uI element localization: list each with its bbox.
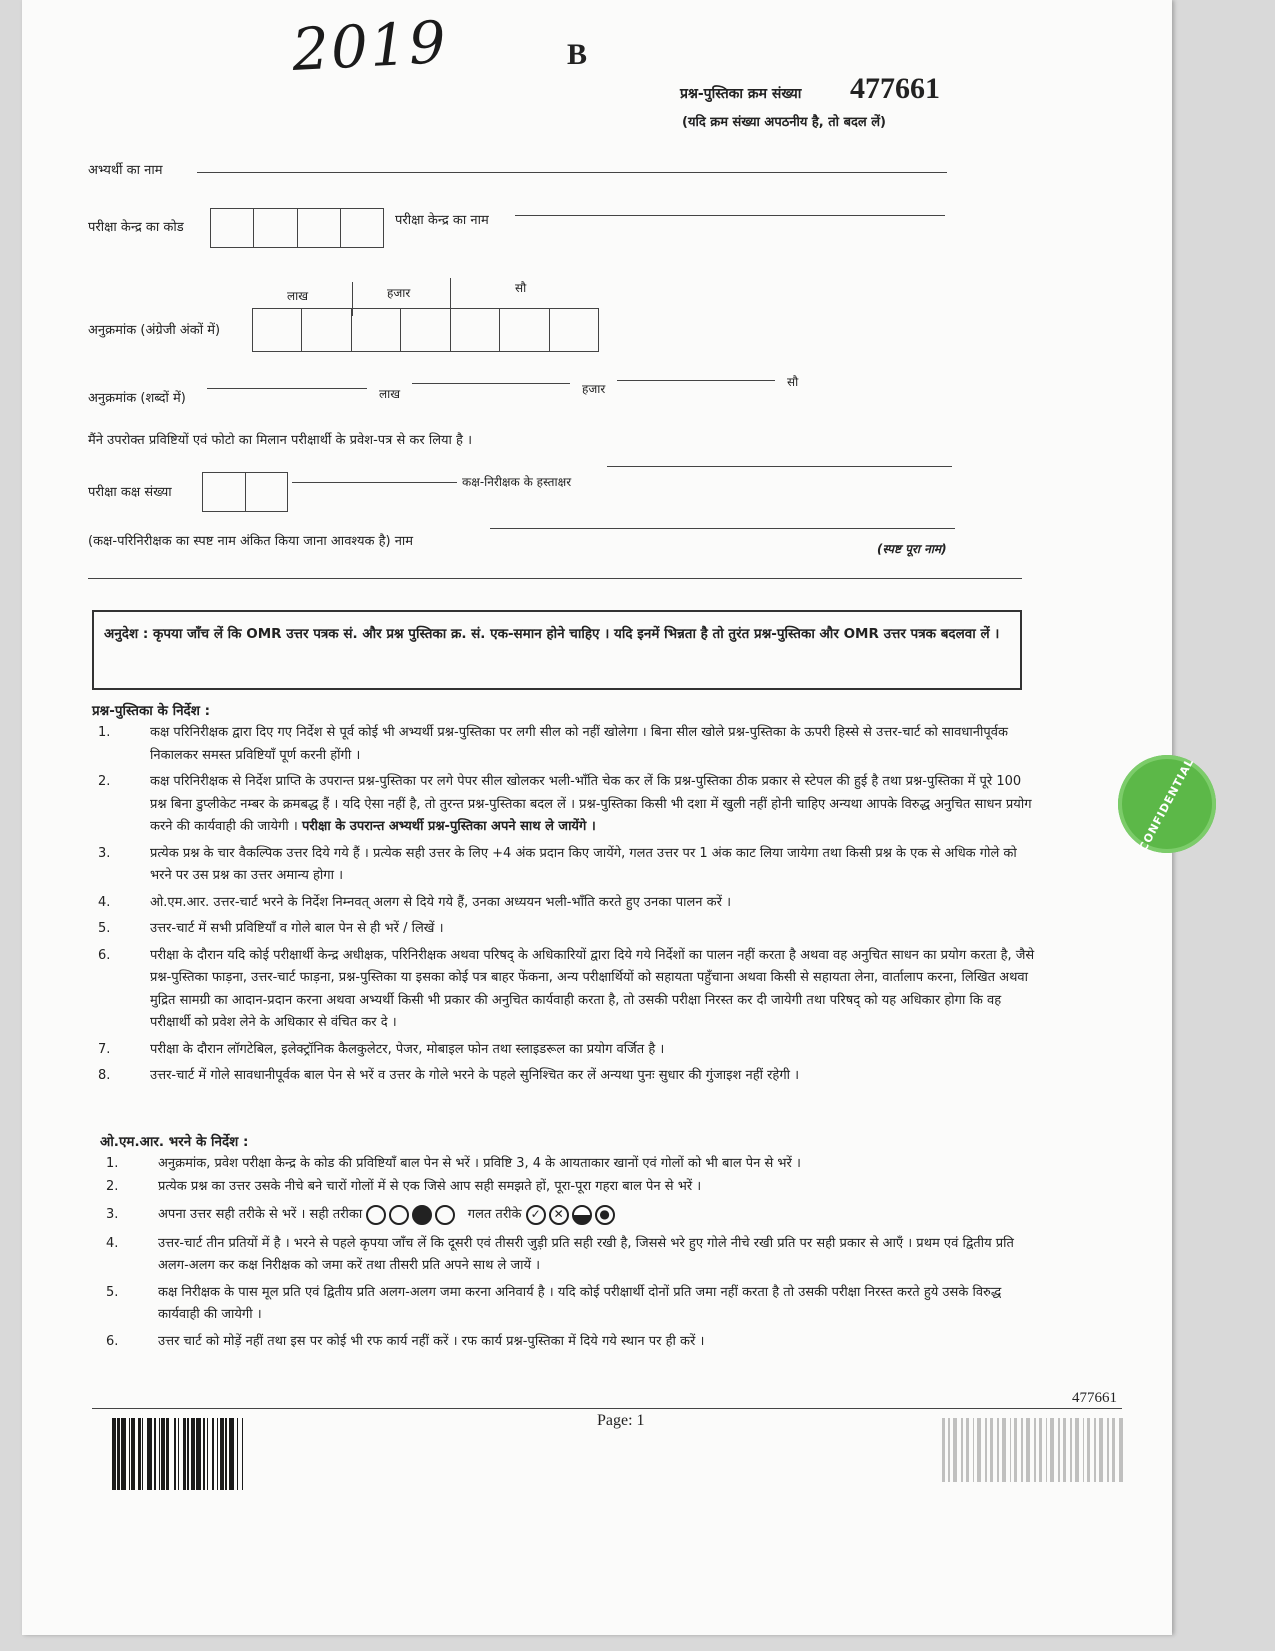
faded-barcode-icon (942, 1418, 1127, 1482)
invigilator-name-line[interactable] (490, 528, 955, 529)
list-item (100, 1282, 1045, 1327)
item-number: 4. (106, 1235, 119, 1251)
cross-circle-icon: ✕ (549, 1205, 569, 1225)
item-text: प्रत्येक प्रश्न का उत्तर उसके नीचे बने चारों गोलों में से एक जिसे आप सही समझते हों, पूरा-पूरा गहरा बाल पेन से भरें । (158, 1178, 702, 1194)
item-bold-text: परीक्षा के उपरान्त अभ्यर्थी प्रश्न-पुस्तिका अपने साथ ले जायेंगे । (301, 819, 596, 834)
serial-note: (यदि क्रम संख्या अपठनीय है, तो बदल लें) (682, 115, 886, 130)
item-number: 8. (98, 1068, 111, 1083)
centre-name-line[interactable] (515, 215, 945, 216)
list-item (92, 918, 1037, 941)
empty-circle-icon (389, 1205, 409, 1225)
item-number: 6. (98, 947, 111, 963)
item-number: 1. (106, 1156, 119, 1171)
item-text: उत्तर-चार्ट में गोले सावधानीपूर्वक बाल पेन से भरें व उत्तर के गोले भरने के पहले सुनिश्चित कर लें अन्यथा पुनः सुधार की गुंजाइश नहीं रहेगी । (150, 1068, 800, 1083)
footer-line (92, 1408, 1122, 1409)
list-item (92, 945, 1037, 1035)
candidate-name-line[interactable] (197, 172, 947, 173)
list-item (92, 1065, 1037, 1088)
footer-booklet-number: 477661 (1072, 1390, 1117, 1406)
sau-label: सौ (515, 281, 527, 295)
handwritten-year: 2019 (290, 7, 450, 85)
roll-words-hazar: हजार (582, 382, 606, 396)
roll-words-sau-line[interactable] (617, 380, 775, 381)
centre-name-label: परीक्षा केन्द्र का नाम (395, 213, 489, 228)
notice-prefix: अनुदेश : (104, 626, 149, 642)
separator-line (88, 578, 1022, 579)
roll-digits-label: अनुक्रमांक (अंग्रेजी अंकों में) (88, 323, 221, 338)
omr-list (100, 1153, 1045, 1353)
invigilator-name-label: (कक्ष-परिनिरीक्षक का स्पष्ट नाम अंकित किया जाना आवश्यक है) नाम (88, 534, 414, 549)
room-number-boxes[interactable] (202, 472, 288, 512)
room-number-label: परीक्षा कक्ष संख्या (88, 485, 172, 500)
item-number: 3. (106, 1207, 119, 1222)
roll-words-lakh: लाख (379, 387, 401, 401)
instructions-list (92, 722, 1037, 1088)
item-text: अपना उत्तर सही तरीके से भरें । सही तरीका (158, 1207, 363, 1222)
list-item (100, 1153, 1045, 1176)
lakh-label: लाख (287, 289, 309, 303)
item-number: 2. (98, 774, 111, 789)
verification-text: मैंने उपरोक्त प्रविष्टियों एवं फोटो का मिलान परीक्षार्थी के प्रवेश-पत्र से कर लिया है । (88, 433, 473, 448)
item-text: अनुक्रमांक, प्रवेश परीक्षा केन्द्र के कोड की प्रविष्टियाँ बाल पेन से भरें । प्रविष्टि 3, 4 के आयताकार खानों एवं गोलों को भी बाल पेन से भरें । (158, 1156, 801, 1171)
serial-label: प्रश्न-पुस्तिका क्रम संख्या (680, 86, 802, 102)
page-number: Page: 1 (597, 1412, 645, 1429)
roll-words-sau: सौ (787, 375, 799, 389)
invigilator-signature-line[interactable] (607, 466, 952, 467)
wrong-method-label: गलत तरीके (467, 1207, 522, 1222)
stamp-text: CONFIDENTIAL (1137, 755, 1197, 853)
half-filled-circle-icon (572, 1205, 592, 1225)
item-text: ओ.एम.आर. उत्तर-चार्ट भरने के निर्देश निम्नवत् अलग से दिये गये हैं, उनका अध्ययन भली-भाँति करते हुए उनका पालन करें । (150, 894, 732, 910)
item-text: उत्तर-चार्ट तीन प्रतियों में है । भरने से पहले कृपया जाँच लें कि दूसरी एवं तीसरी जुड़ी प्रति सही रखी है, जिससे भरे हुए गोले नीचे रखी प्रति पर सही प्रकार से आएँ । प्रथम एवं द्वितीय प्रति अलग-अलग कर कक्ष निरीक्षक को जमा करें तथा तीसरी प्रति अपने साथ ले जायें । (158, 1235, 1014, 1273)
list-item (92, 892, 1037, 915)
correct-method-circles (366, 1205, 455, 1225)
item-text: कक्ष परिनिरीक्षक से निर्देश प्राप्ति के उपरान्त प्रश्न-पुस्तिका पर लगे पेपर सील खोलकर भली-भाँति चेक कर लें कि प्रश्न-पुस्तिका ठीक प्रकार से स्टेपल की हुई है तथा प्रश्न-पुस्तिका में पूरे 100 प्रश्न बिना डुप्लीकेट नम्बर के क्रमबद्ध हैं । यदि ऐसा नहीं है, तो तुरन्त प्रश्न-पुस्तिका बदल लें । प्रश्न-पुस्तिका किसी भी दशा में खुली नहीं होनी चाहिए अन्यथा आपके विरुद्ध अनुचित साधन प्रयोग करने की कार्यवाही की जायेगी । (150, 774, 1032, 834)
list-item (100, 1204, 1045, 1227)
roll-words-lakh-line[interactable] (207, 388, 367, 389)
room-number-line[interactable] (292, 482, 457, 483)
wrong-method-circles (526, 1205, 615, 1225)
barcode-icon (112, 1418, 297, 1490)
item-number: 7. (98, 1041, 111, 1057)
candidate-name-label: अभ्यर्थी का नाम (88, 163, 163, 178)
item-text: कक्ष परिनिरीक्षक द्वारा दिए गए निर्देश से पूर्व कोई भी अभ्यर्थी प्रश्न-पुस्तिका पर लगी सील को नहीं खोलेगा । बिना सील खोले प्रश्न-पुस्तिका के ऊपरी हिस्से से उत्तर-चार्ट को सावधानीपूर्वक निकालकर समस्त प्रविष्टियाँ पूर्ण करनी होंगी । (150, 725, 1008, 763)
item-text: परीक्षा के दौरान लॉगटेबिल, इलेक्ट्रॉनिक कैलकुलेटर, पेजर, मोबाइल फोन तथा स्लाइडरूल का प्रयोग वर्जित है । (150, 1041, 665, 1057)
item-number: 2. (106, 1178, 119, 1194)
item-number: 6. (106, 1333, 119, 1349)
list-item (100, 1331, 1045, 1354)
item-number: 5. (106, 1284, 119, 1300)
item-text: कक्ष निरीक्षक के पास मूल प्रति एवं द्वितीय प्रति अलग-अलग जमा करना अनिवार्य है । यदि कोई परीक्षार्थी दोनों प्रति जमा नहीं करता है तो उसकी परीक्षा निरस्त करते हुये उसके विरुद्ध कार्यवाही की जायेगी । (158, 1284, 1002, 1322)
dot-circle-icon: ● (595, 1205, 615, 1225)
set-letter: B (567, 38, 588, 71)
roll-words-hazar-line[interactable] (412, 383, 570, 384)
omr-heading: ओ.एम.आर. भरने के निर्देश : (100, 1134, 249, 1150)
centre-code-label: परीक्षा केन्द्र का कोड (88, 220, 184, 235)
empty-circle-icon (435, 1205, 455, 1225)
check-circle-icon: ✓ (526, 1205, 546, 1225)
filled-circle-icon (412, 1205, 432, 1225)
roll-words-label: अनुक्रमांक (शब्दों में) (88, 391, 186, 406)
question-booklet-page (22, 0, 1197, 1635)
item-number: 1. (98, 725, 111, 740)
centre-code-boxes[interactable] (210, 208, 384, 248)
confidential-stamp (1118, 755, 1216, 853)
item-text: उत्तर-चार्ट में सभी प्रविष्टियाँ व गोले बाल पेन से ही भरें / लिखें । (150, 921, 444, 936)
notice-text: कृपया जाँच लें कि OMR उत्तर पत्रक सं. और प्रश्न पुस्तिका क्र. सं. एक-समान होने चाहिए । यदि इनमें भिन्नता है तो तुरंत प्रश्न-पुस्तिका और OMR उत्तर पत्रक बदलवा लें । (152, 626, 1000, 642)
invigilator-signature-label: कक्ष-निरीक्षक के हस्ताक्षर (462, 475, 572, 489)
item-text: प्रत्येक प्रश्न के चार वैकल्पिक उत्तर दिये गये हैं । प्रत्येक सही उत्तर के लिए +4 अंक प्रदान किए जायेंगे, गलत उत्तर पर 1 अंक काट लिया जायेगा तथा किसी प्रश्न के एक से अधिक गोले को भरने पर उस प्रश्न का उत्तर अमान्य होगा । (150, 845, 1017, 883)
list-item (92, 1039, 1037, 1062)
empty-circle-icon (366, 1205, 386, 1225)
roll-number-boxes[interactable] (252, 308, 599, 352)
list-item (100, 1176, 1045, 1199)
full-name-note: (स्पष्ट पूरा नाम) (877, 542, 947, 556)
hazar-label: हजार (387, 286, 411, 300)
instructions-heading: प्रश्न-पुस्तिका के निर्देश : (92, 703, 211, 719)
list-item (92, 771, 1037, 839)
serial-number: 477661 (850, 72, 940, 105)
item-number: 3. (98, 845, 111, 861)
list-item (100, 1233, 1045, 1278)
item-text: परीक्षा के दौरान यदि कोई परीक्षार्थी केन्द्र अधीक्षक, परिनिरीक्षक अथवा परिषद् के अधिकारियों द्वारा दिये गये निर्देशों का पालन नहीं करता है अथवा वह अनुचित साधन का प्रयोग करता है, जैसे प्रश्न-पुस्तिका फाड़ना, उत्तर-चार्ट फाड़ना, प्रश्न-पुस्तिका या इसका कोई पत्र बाहर फेंकना, अन्य परीक्षार्थियों को सहायता पहुँचाना अथवा किसी से सहायता लेना, वार्तालाप करना, लिखित अथवा मुद्रित सामग्री का आदान-प्रदान करना अथवा अभ्यर्थी किसी भी प्रकार की अनुचित कार्यवाही करता है, तो उसकी परीक्षा निरस्त कर दी जायेगी तथा परिषद् को यह अधिकार होगा कि वह परीक्षार्थी को प्रवेश लेने के अधिकार से वंचित कर दे । (150, 947, 1035, 1030)
list-item (92, 843, 1037, 888)
item-number: 5. (98, 921, 111, 936)
item-text: उत्तर चार्ट को मोड़ें नहीं तथा इस पर कोई भी रफ कार्य नहीं करें । रफ कार्य प्रश्न-पुस्तिका में दिये गये स्थान पर ही करें । (158, 1333, 705, 1349)
item-number: 4. (98, 894, 111, 910)
omr-notice-box (92, 610, 1022, 690)
list-item (92, 722, 1037, 767)
